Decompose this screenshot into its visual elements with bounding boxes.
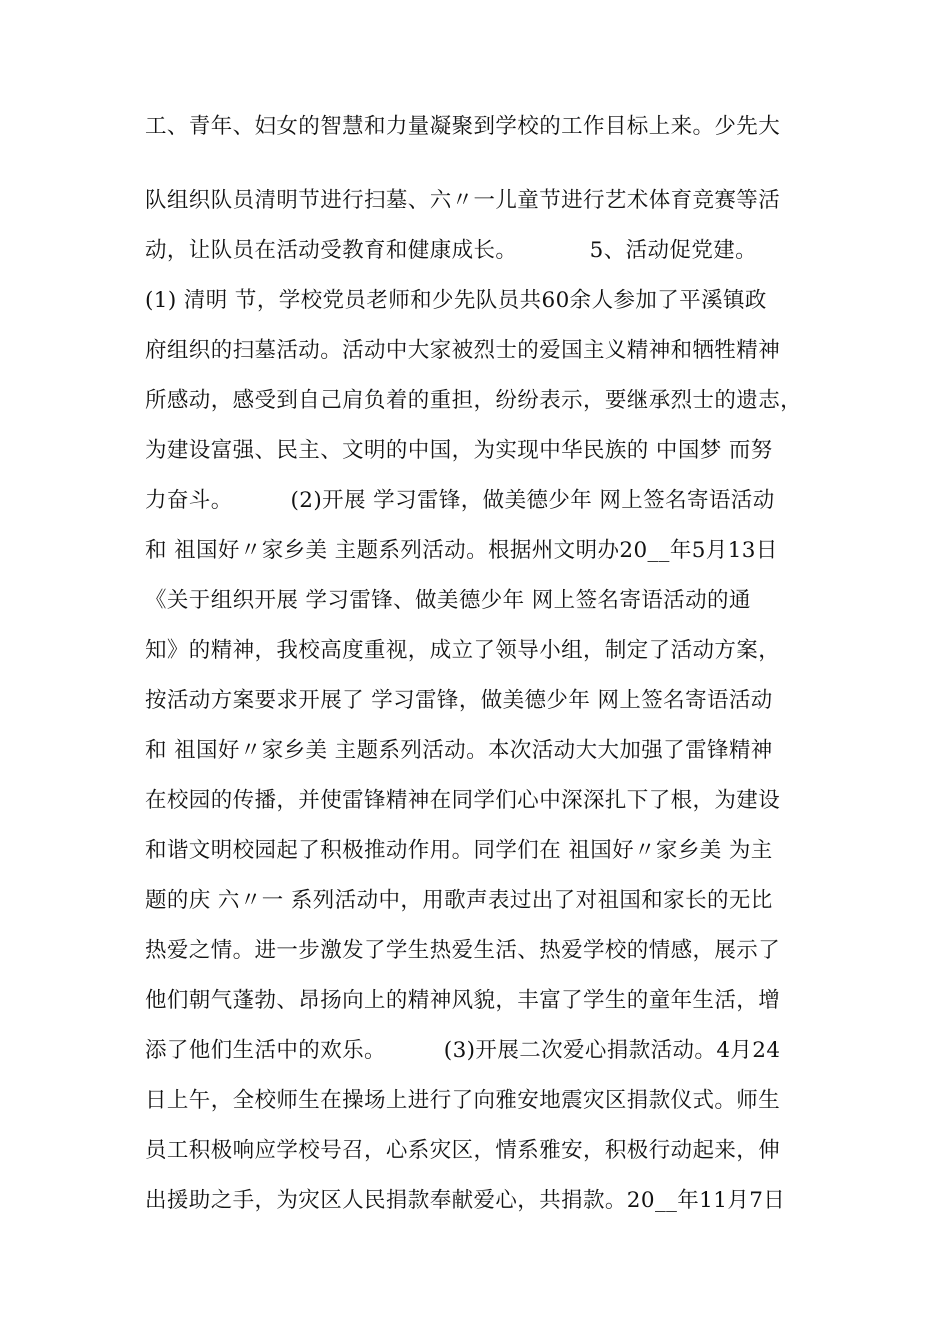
text-line: 和谐文明校园起了积极推动作用。同学们在 祖国好〃家乡美 为主 xyxy=(145,838,773,863)
text-line: 队组织队员清明节进行扫墓、六〃一儿童节进行艺术体育竞赛等活 xyxy=(145,188,781,213)
text-line: 府组织的扫墓活动。活动中大家被烈士的爱国主义精神和牺牲精神 xyxy=(145,338,781,363)
text-line: 出援助之手，为灾区人民捐款奉献爱心，共捐款。20__年11月7日 xyxy=(145,1188,786,1213)
text-line: 力奋斗。 (2)开展 学习雷锋，做美德少年 网上签名寄语活动 xyxy=(145,488,775,513)
text-line: 和 祖国好〃家乡美 主题系列活动。本次活动大大加强了雷锋精神 xyxy=(145,738,773,763)
text-line: 为建设富强、民主、文明的中国，为实现中华民族的 中国梦 而努 xyxy=(145,438,773,463)
text-line: 题的庆 六〃一 系列活动中，用歌声表过出了对祖国和家长的无比 xyxy=(145,888,773,913)
text-line: 热爱之情。进一步激发了学生热爱生活、热爱学校的情感，展示了 xyxy=(145,938,781,963)
text-line: 所感动，感受到自己肩负着的重担，纷纷表示，要继承烈士的遗志， xyxy=(145,388,803,413)
text-line: 《关于组织开展 学习雷锋、做美德少年 网上签名寄语活动的通 xyxy=(145,588,751,613)
text-line: 知》的精神，我校高度重视，成立了领导小组，制定了活动方案， xyxy=(145,638,781,663)
text-line: 在校园的传播，并使雷锋精神在同学们心中深深扎下了根，为建设 xyxy=(145,788,781,813)
text-line: 和 祖国好〃家乡美 主题系列活动。根据州文明办20__年5月13日 xyxy=(145,538,778,563)
text-line: 动，让队员在活动受教育和健康成长。 5、活动促党建。 xyxy=(145,238,758,263)
text-line: 他们朝气蓬勃、昂扬向上的精神风貌，丰富了学生的童年生活，增 xyxy=(145,988,781,1013)
text-line: (1) 清明 节，学校党员老师和少先队员共60余人参加了平溪镇政 xyxy=(145,288,767,313)
text-line: 按活动方案要求开展了 学习雷锋，做美德少年 网上签名寄语活动 xyxy=(145,688,773,713)
text-line: 日上午，全校师生在操场上进行了向雅安地震灾区捐款仪式。师生 xyxy=(145,1088,781,1113)
text-line: 添了他们生活中的欢乐。 (3)开展二次爱心捐款活动。4月24 xyxy=(145,1038,781,1063)
text-line: 员工积极响应学校号召，心系灾区，情系雅安，积极行动起来，伸 xyxy=(145,1138,781,1163)
text-line: 工、青年、妇女的智慧和力量凝聚到学校的工作目标上来。少先大 xyxy=(145,114,781,139)
